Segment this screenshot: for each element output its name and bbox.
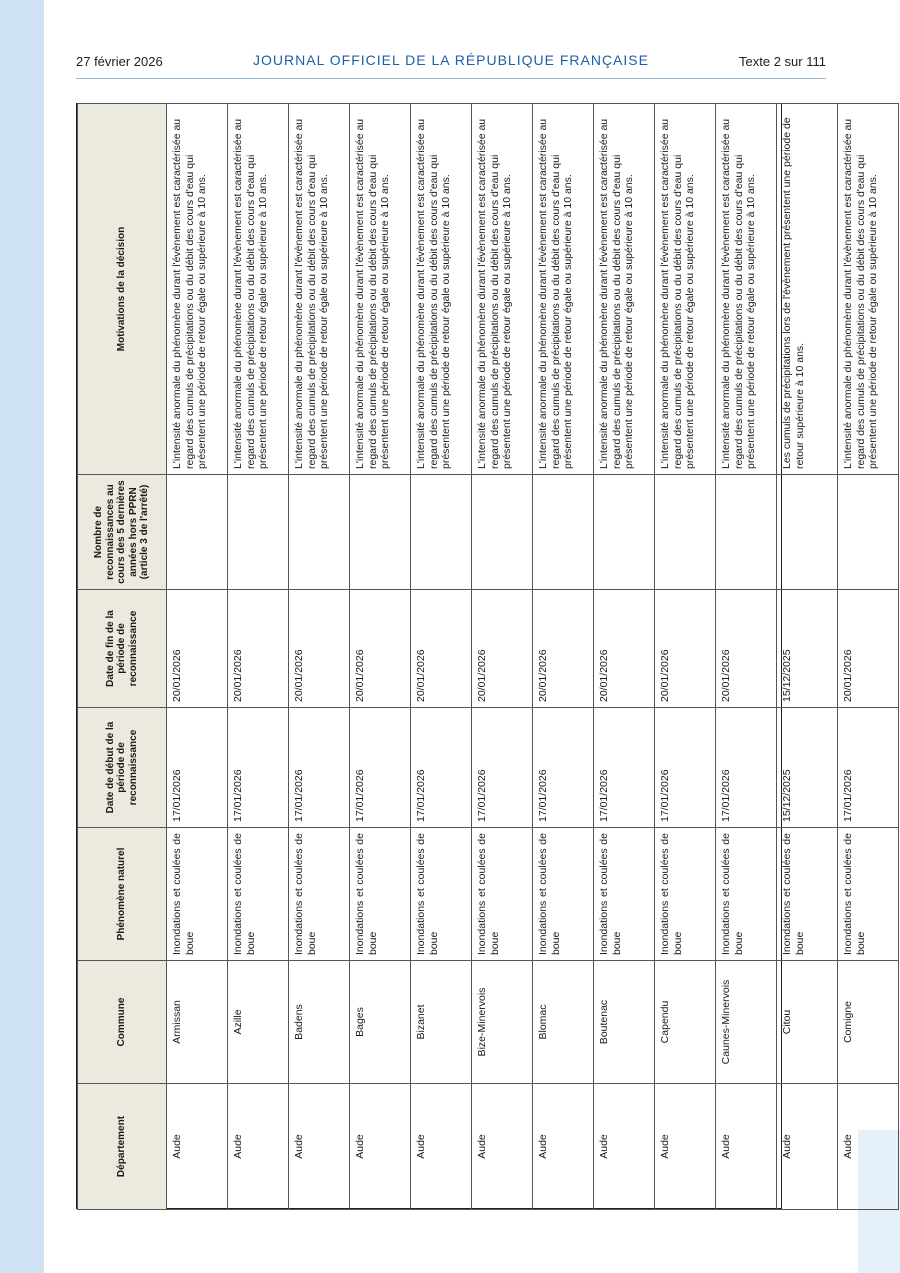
cell-departement: Aude — [167, 1084, 228, 1210]
cell-nombre — [411, 475, 472, 590]
cell-commune: Blomac — [533, 961, 594, 1084]
header-commune: Commune — [78, 961, 167, 1084]
cell-date-fin: 20/01/2026 — [533, 590, 594, 708]
cell-commune: Azille — [228, 961, 289, 1084]
header-divider — [76, 78, 826, 79]
cell-date-fin: 20/01/2026 — [350, 590, 411, 708]
cell-date-debut: 17/01/2026 — [594, 708, 655, 828]
cell-date-fin: 20/01/2026 — [594, 590, 655, 708]
table-row — [716, 104, 777, 1210]
cell-motivation: L'intensité anormale du phénomène durant l'évènement est caractérisée au regard des cumuls de précipitations ou du débit des cours d'eau qui présentent une période de retour égale ou supérieure à 10 ans. — [716, 104, 777, 475]
cell-date-debut: 17/01/2026 — [472, 708, 533, 828]
cell-motivation: L'intensité anormale du phénomène durant l'évènement est caractérisée au regard des cumuls de précipitations ou du débit des cours d'eau qui présentent une période de retour égale ou supérieure à 10 ans. — [350, 104, 411, 475]
cell-nombre — [655, 475, 716, 590]
cell-phenomene: Inondations et coulées de boue — [289, 828, 350, 961]
cell-date-fin: 20/01/2026 — [716, 590, 777, 708]
cell-phenomene: Inondations et coulées de boue — [716, 828, 777, 961]
cell-nombre — [533, 475, 594, 590]
cell-phenomene: Inondations et coulées de boue — [777, 828, 838, 961]
journal-title: JOURNAL OFFICIEL DE LA RÉPUBLIQUE FRANÇAISE — [253, 52, 649, 68]
cell-date-fin: 15/12/2025 — [777, 590, 838, 708]
cell-date-debut: 17/01/2026 — [533, 708, 594, 828]
cell-commune: Comigne — [838, 961, 899, 1084]
cell-date-debut: 17/01/2026 — [289, 708, 350, 828]
cell-date-fin: 20/01/2026 — [472, 590, 533, 708]
header-motivations: Motivations de la décision — [78, 104, 167, 475]
table-row — [655, 104, 716, 1210]
cell-date-fin: 20/01/2026 — [411, 590, 472, 708]
cell-commune: Bizanet — [411, 961, 472, 1084]
cell-motivation: L'intensité anormale du phénomène durant l'évènement est caractérisée au regard des cumuls de précipitations ou du débit des cours d'eau qui présentent une période de retour égale ou supérieure à 10 ans. — [167, 104, 228, 475]
cell-nombre — [716, 475, 777, 590]
table-row — [167, 104, 228, 1210]
cell-departement: Aude — [472, 1084, 533, 1210]
cell-nombre — [594, 475, 655, 590]
cell-phenomene: Inondations et coulées de boue — [533, 828, 594, 961]
cell-departement: Aude — [594, 1084, 655, 1210]
table-row — [228, 104, 289, 1210]
cell-departement: Aude — [289, 1084, 350, 1210]
publication-date: 27 février 2026 — [76, 54, 163, 69]
table-row — [350, 104, 411, 1210]
cell-commune: Capendu — [655, 961, 716, 1084]
cell-motivation: Les cumuls de précipitations lors de l'évènement présentent une période de retour supérieure à 10 ans. — [777, 104, 838, 475]
cell-date-debut: 17/01/2026 — [411, 708, 472, 828]
decision-table-frame — [76, 103, 880, 1209]
cell-date-debut: 17/01/2026 — [716, 708, 777, 828]
cell-commune: Boutenac — [594, 961, 655, 1084]
cell-motivation: L'intensité anormale du phénomène durant l'évènement est caractérisée au regard des cumuls de précipitations ou du débit des cours d'eau qui présentent une période de retour égale ou supérieure à 10 ans. — [411, 104, 472, 475]
cell-date-debut: 17/01/2026 — [228, 708, 289, 828]
cell-departement: Aude — [228, 1084, 289, 1210]
cell-motivation: L'intensité anormale du phénomène durant l'évènement est caractérisée au regard des cumuls de précipitations ou du débit des cours d'eau qui présentent une période de retour égale ou supérieure à 10 ans. — [655, 104, 716, 475]
table-row — [472, 104, 533, 1210]
cell-nombre — [289, 475, 350, 590]
page-header — [44, 48, 858, 82]
cell-motivation: L'intensité anormale du phénomène durant l'évènement est caractérisée au regard des cumuls de précipitations ou du débit des cours d'eau qui présentent une période de retour égale ou supérieure à 10 ans. — [594, 104, 655, 475]
cell-phenomene: Inondations et coulées de boue — [838, 828, 899, 961]
cell-date-fin: 20/01/2026 — [655, 590, 716, 708]
cell-departement: Aude — [350, 1084, 411, 1210]
header-date-debut: Date de début de la période de reconnaissance — [78, 708, 167, 828]
cell-nombre — [228, 475, 289, 590]
cell-date-debut: 17/01/2026 — [350, 708, 411, 828]
cell-phenomene: Inondations et coulées de boue — [472, 828, 533, 961]
cell-date-debut: 17/01/2026 — [838, 708, 899, 828]
cell-departement: Aude — [655, 1084, 716, 1210]
cell-departement: Aude — [777, 1084, 838, 1210]
cell-phenomene: Inondations et coulées de boue — [411, 828, 472, 961]
cell-motivation: L'intensité anormale du phénomène durant l'évènement est caractérisée au regard des cumuls de précipitations ou du débit des cours d'eau qui présentent une période de retour égale ou supérieure à 10 ans. — [228, 104, 289, 475]
cell-phenomene: Inondations et coulées de boue — [167, 828, 228, 961]
cell-commune: Bages — [350, 961, 411, 1084]
table-row — [777, 104, 838, 1210]
cell-phenomene: Inondations et coulées de boue — [655, 828, 716, 961]
cell-date-fin: 20/01/2026 — [838, 590, 899, 708]
cell-motivation: L'intensité anormale du phénomène durant l'évènement est caractérisée au regard des cumuls de précipitations ou du débit des cours d'eau qui présentent une période de retour égale ou supérieure à 10 ans. — [838, 104, 899, 475]
cell-motivation: L'intensité anormale du phénomène durant l'évènement est caractérisée au regard des cumuls de précipitations ou du débit des cours d'eau qui présentent une période de retour égale ou supérieure à 10 ans. — [533, 104, 594, 475]
cell-nombre — [472, 475, 533, 590]
cell-nombre — [350, 475, 411, 590]
cell-commune: Bize-Minervois — [472, 961, 533, 1084]
table-header-row — [78, 104, 167, 1210]
cell-departement: Aude — [533, 1084, 594, 1210]
cell-nombre — [777, 475, 838, 590]
header-date-fin: Date de fin de la période de reconnaissance — [78, 590, 167, 708]
table-row — [533, 104, 594, 1210]
cell-motivation: L'intensité anormale du phénomène durant l'évènement est caractérisée au regard des cumuls de précipitations ou du débit des cours d'eau qui présentent une période de retour égale ou supérieure à 10 ans. — [472, 104, 533, 475]
cell-date-debut: 17/01/2026 — [655, 708, 716, 828]
cell-date-fin: 20/01/2026 — [167, 590, 228, 708]
cell-departement: Aude — [411, 1084, 472, 1210]
header-phenomene: Phénomène naturel — [78, 828, 167, 961]
header-nombre: Nombre de reconnaissances au cours des 5 dernières années hors PPRN (article 3 de l'arrêté) — [78, 475, 167, 590]
decision-table — [77, 103, 899, 1210]
cell-phenomene: Inondations et coulées de boue — [594, 828, 655, 961]
cell-nombre — [838, 475, 899, 590]
cell-commune: Armissan — [167, 961, 228, 1084]
cell-nombre — [167, 475, 228, 590]
cell-phenomene: Inondations et coulées de boue — [350, 828, 411, 961]
table-row — [289, 104, 350, 1210]
table-row — [594, 104, 655, 1210]
cell-phenomene: Inondations et coulées de boue — [228, 828, 289, 961]
cell-date-debut: 17/01/2026 — [167, 708, 228, 828]
cell-departement: Aude — [716, 1084, 777, 1210]
text-counter: Texte 2 sur 111 — [739, 54, 826, 69]
cell-date-fin: 20/01/2026 — [289, 590, 350, 708]
table-body — [167, 104, 899, 1210]
table-row — [411, 104, 472, 1210]
cell-commune: Caunes-Minervois — [716, 961, 777, 1084]
rotated-table-container — [77, 104, 880, 1210]
left-margin-band — [0, 0, 44, 1273]
header-departement: Département — [78, 1084, 167, 1210]
cell-date-fin: 20/01/2026 — [228, 590, 289, 708]
cell-departement: Aude — [838, 1084, 899, 1210]
cell-commune: Citou — [777, 961, 838, 1084]
cell-date-debut: 15/12/2025 — [777, 708, 838, 828]
table-row — [838, 104, 899, 1210]
cell-commune: Badens — [289, 961, 350, 1084]
cell-motivation: L'intensité anormale du phénomène durant l'évènement est caractérisée au regard des cumuls de précipitations ou du débit des cours d'eau qui présentent une période de retour égale ou supérieure à 10 ans. — [289, 104, 350, 475]
